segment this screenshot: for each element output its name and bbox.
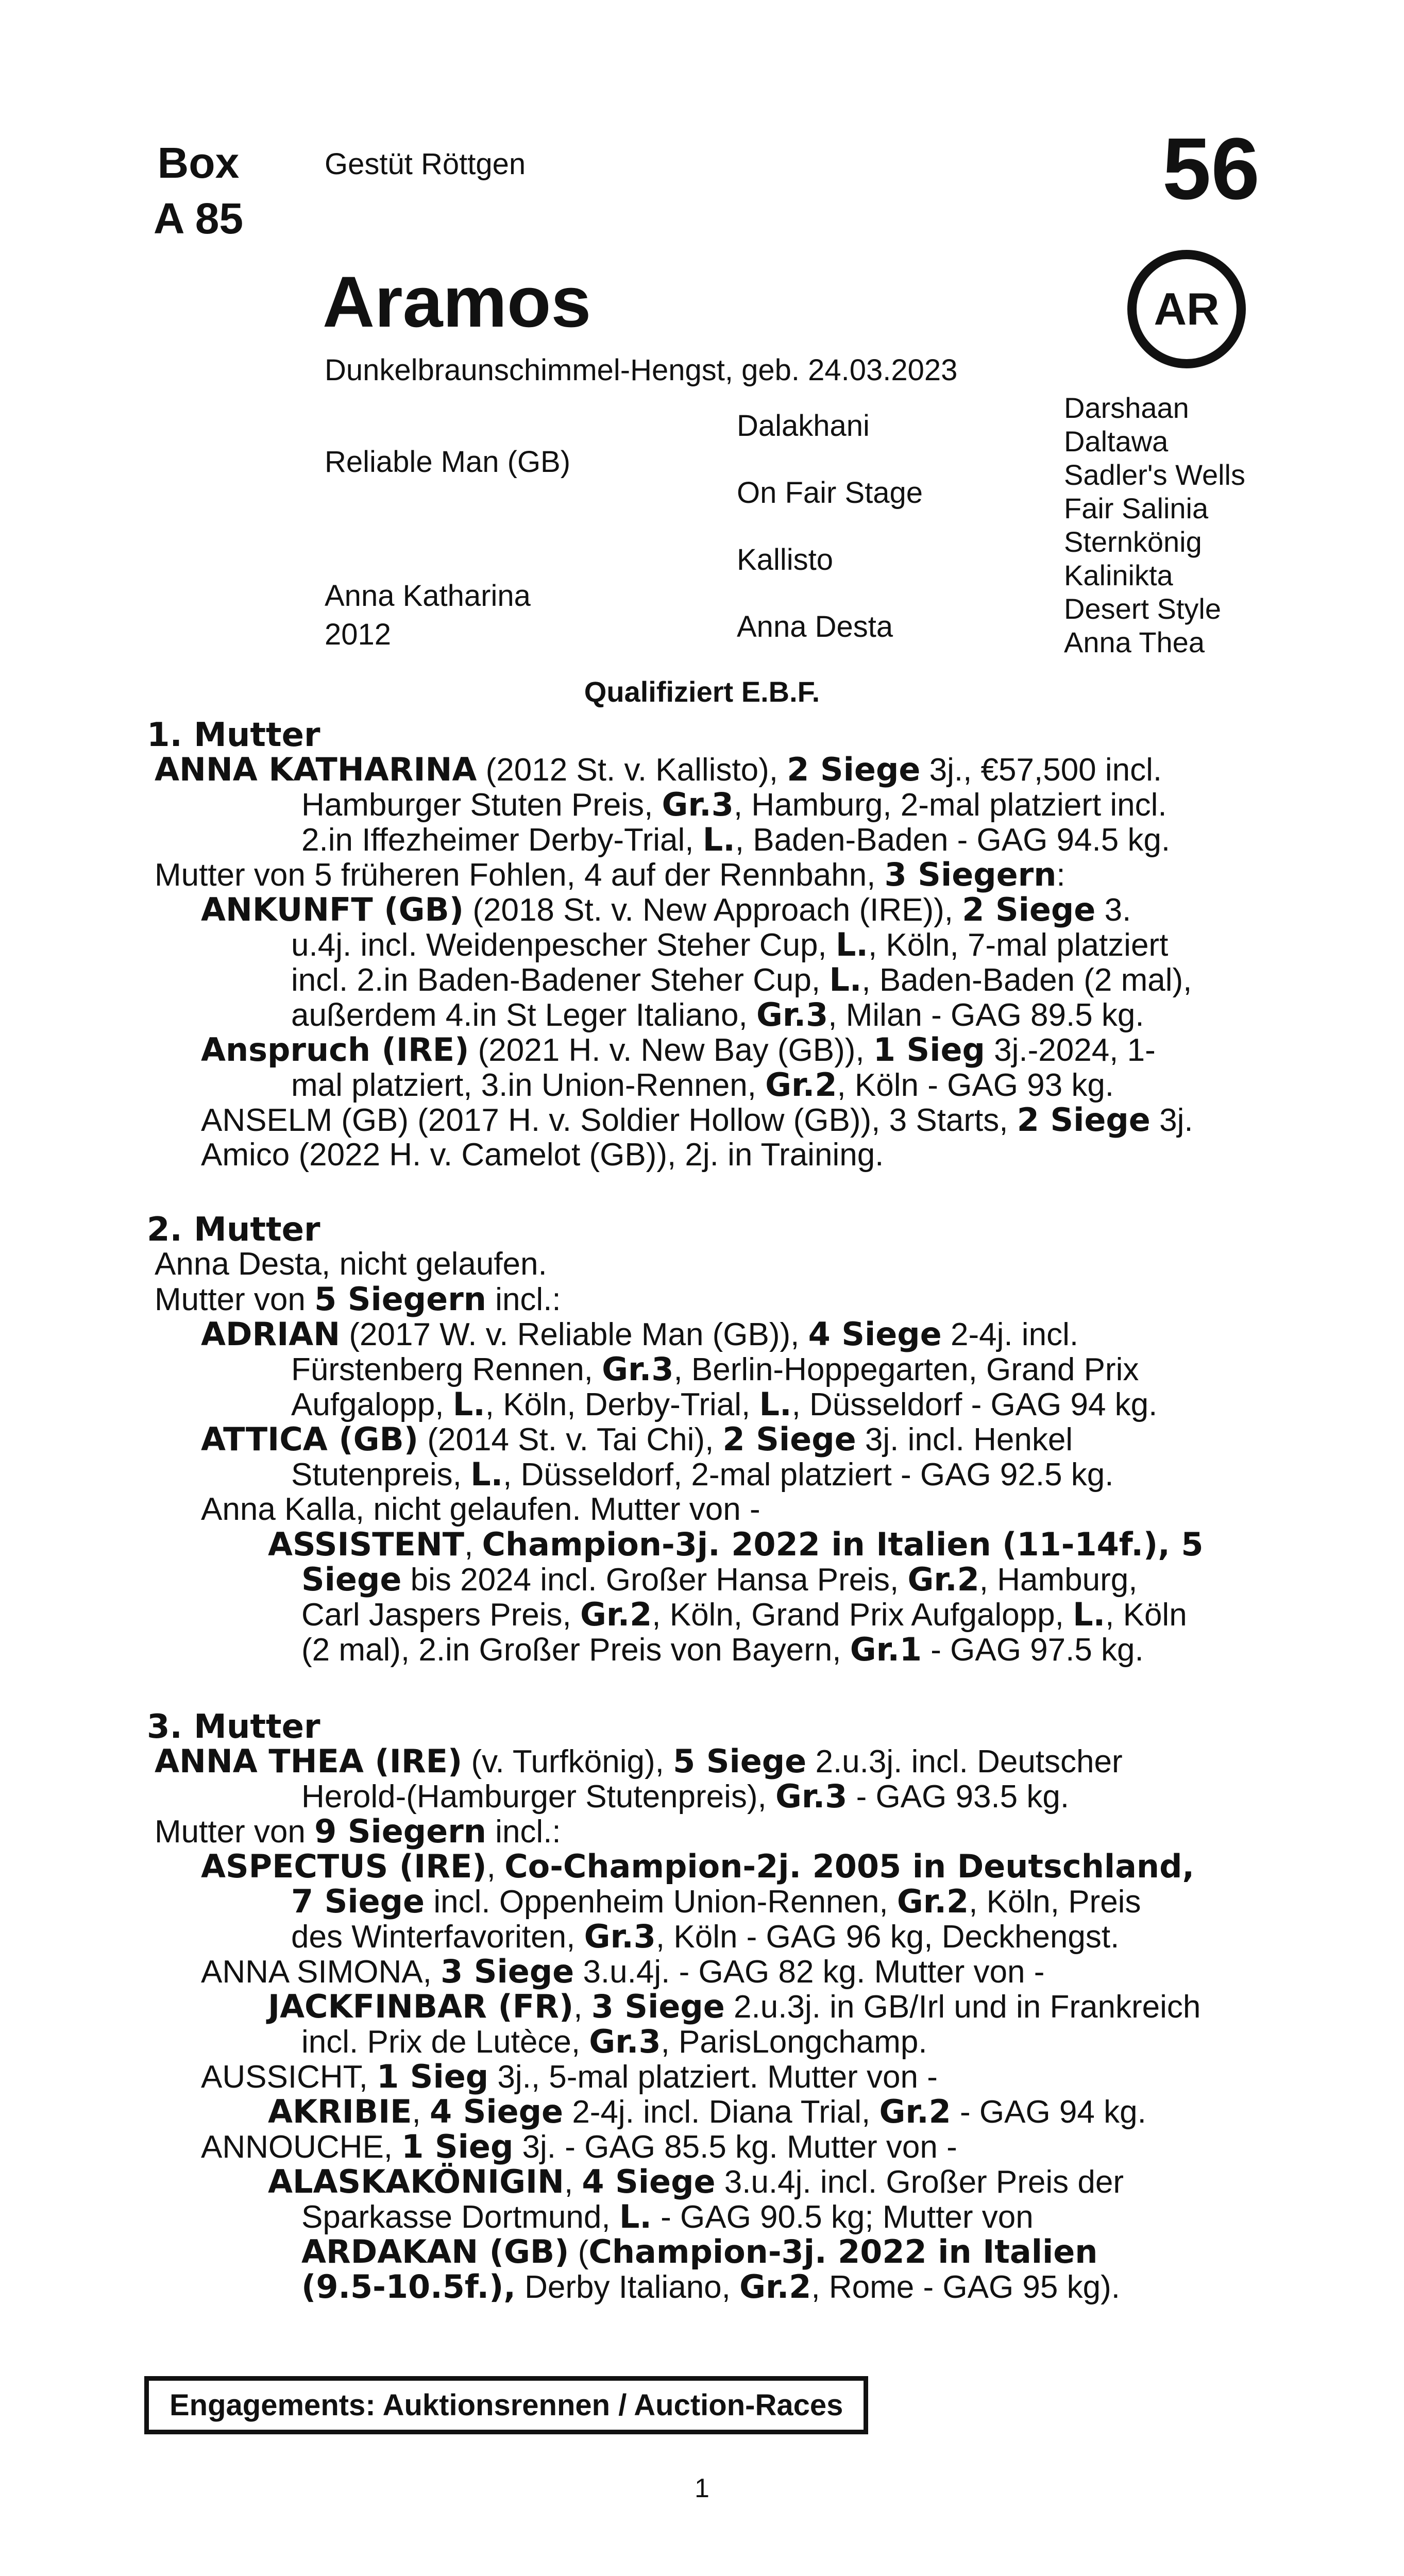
wins: 1 Sieg bbox=[377, 2058, 489, 2095]
text: 3.u.4j. incl. Großer Preis der bbox=[715, 2164, 1124, 2200]
text: - GAG 90.5 kg; Mutter von bbox=[651, 2199, 1034, 2235]
horse-name-anspruch: Anspruch (IRE) bbox=[201, 1031, 469, 1069]
entry-ankunft-line2 bbox=[291, 927, 1168, 963]
text: 3j., €57,500 incl. bbox=[920, 752, 1162, 788]
wins: 7 Siege bbox=[291, 1883, 425, 1920]
wins: 2 Siege bbox=[722, 1420, 856, 1458]
entry-aspectus-line2 bbox=[291, 1884, 1141, 1920]
group-grade: Gr.3 bbox=[756, 996, 828, 1033]
text: , Köln, Derby-Trial, bbox=[485, 1387, 759, 1422]
text: , Hamburg, 2-mal platziert incl. bbox=[733, 787, 1167, 823]
text: - GAG 97.5 kg. bbox=[922, 1632, 1144, 1668]
text: , Baden-Baden - GAG 94.5 kg. bbox=[735, 822, 1171, 858]
entry-jackfinbar-line1 bbox=[268, 1989, 1200, 2025]
entry-attica-line2 bbox=[291, 1457, 1113, 1493]
championship: Co-Champion-2j. 2005 in Deutschland, bbox=[504, 1848, 1194, 1885]
pedigree-great-grandparent: Daltawa bbox=[1064, 425, 1169, 457]
text: , Düsseldorf - GAG 94 kg. bbox=[791, 1387, 1158, 1422]
entry-adrian-line2 bbox=[291, 1352, 1139, 1387]
text: (v. Turfkönig), bbox=[462, 1744, 673, 1780]
offspring-intro-mutter1 bbox=[155, 857, 1065, 893]
pedigree-great-grandparent: Desert Style bbox=[1064, 592, 1221, 625]
horse-name-aspectus: ASPECTUS (IRE) bbox=[201, 1848, 487, 1885]
text: mal platziert, 3.in Union-Rennen, bbox=[291, 1067, 766, 1103]
text: Aufgalopp, bbox=[291, 1387, 453, 1422]
pedigree-sire: Reliable Man (GB) bbox=[325, 445, 571, 479]
entry-adrian-line3 bbox=[291, 1387, 1157, 1422]
text: , bbox=[486, 1849, 505, 1885]
text: Mutter von 5 früheren Fohlen, 4 auf der Rennbahn, bbox=[155, 857, 885, 893]
text: , Köln - GAG 93 kg. bbox=[837, 1067, 1114, 1103]
wins: 1 Sieg bbox=[401, 2128, 514, 2165]
listed: L. bbox=[619, 2198, 652, 2235]
page-number: 1 bbox=[695, 2473, 709, 2503]
offspring-intro-mutter2 bbox=[155, 1282, 561, 1317]
horse-name-ankunft: ANKUNFT (GB) bbox=[201, 891, 464, 928]
text: 3j. - GAG 85.5 kg. Mutter von - bbox=[513, 2129, 957, 2165]
horse-name-jackfinbar: JACKFINBAR (FR) bbox=[268, 1988, 574, 2025]
text: , Düsseldorf, 2-mal platziert - GAG 92.5 kg. bbox=[503, 1457, 1114, 1493]
group-grade: Gr.1 bbox=[850, 1631, 922, 1668]
text: 2-4j. incl. bbox=[941, 1317, 1079, 1352]
listed: L. bbox=[702, 821, 735, 858]
entry-anna-katharina-line1 bbox=[155, 752, 1267, 788]
badge-text: AR bbox=[1154, 283, 1220, 334]
text: ANNA SIMONA, bbox=[201, 1954, 441, 1990]
horse-name-akribie: AKRIBIE bbox=[268, 2093, 412, 2130]
box-label bbox=[139, 135, 258, 246]
group-grade: Gr.2 bbox=[580, 1596, 652, 1633]
text: (2012 St. v. Kallisto), bbox=[477, 752, 787, 788]
listed: L. bbox=[1073, 1596, 1106, 1633]
text: Mutter von bbox=[155, 1814, 315, 1850]
pedigree-great-grandparent: Fair Salinia bbox=[1064, 492, 1209, 524]
horse-description: Dunkelbraunschimmel-Hengst, geb. 24.03.2023 bbox=[325, 353, 958, 387]
text: (2 mal), 2.in Großer Preis von Bayern, bbox=[301, 1632, 850, 1668]
text: 3j.-2024, 1- bbox=[985, 1032, 1156, 1068]
qualification: Qualifiziert E.B.F. bbox=[584, 675, 820, 708]
wins: 4 Siege bbox=[582, 2163, 716, 2200]
text: außerdem 4.in St Leger Italiano, bbox=[291, 997, 756, 1033]
entry-assistent-line2 bbox=[301, 1562, 1137, 1598]
group-grade: Gr.2 bbox=[879, 2093, 951, 2130]
offspring-intro-mutter3 bbox=[155, 1814, 561, 1850]
engagements-box: Engagements: Auktionsrennen / Auction-Races bbox=[144, 2376, 868, 2434]
box-line2: A 85 bbox=[153, 194, 244, 243]
section-heading-mutter2: 2. Mutter bbox=[147, 1211, 320, 1249]
text: , Köln, Preis bbox=[969, 1884, 1141, 1920]
text: 2.in Iffezheimer Derby-Trial, bbox=[301, 822, 703, 858]
entry-alaskakoenigin-line4 bbox=[301, 2269, 1120, 2305]
text: 3j. incl. Henkel bbox=[856, 1422, 1073, 1458]
group-grade: Gr.3 bbox=[584, 1918, 656, 1955]
entry-akribie bbox=[268, 2094, 1146, 2130]
wins: 3 Siege bbox=[441, 1953, 574, 1990]
text: 3. bbox=[1095, 892, 1131, 928]
text: , Köln, 7-mal platziert bbox=[868, 927, 1169, 963]
winners-count: 5 Siegern bbox=[314, 1280, 486, 1318]
group-grade: Gr.2 bbox=[739, 2268, 811, 2306]
listed: L. bbox=[452, 1385, 485, 1423]
text: ANNOUCHE, bbox=[201, 2129, 402, 2165]
horse-name-assistent: ASSISTENT bbox=[268, 1526, 465, 1563]
championship: (9.5-10.5f.), bbox=[301, 2268, 516, 2306]
pedigree-great-grandparent: Anna Thea bbox=[1064, 626, 1205, 658]
championship: Champion-3j. 2022 in Italien bbox=[588, 2233, 1098, 2270]
entry-jackfinbar-line2 bbox=[301, 2024, 927, 2060]
text: Sparkasse Dortmund, bbox=[301, 2199, 619, 2235]
group-grade: Gr.2 bbox=[765, 1066, 837, 1104]
entry-alaskakoenigin-line3 bbox=[301, 2234, 1097, 2270]
pedigree-grandparent: Dalakhani bbox=[737, 409, 870, 443]
entry-assistent-line1 bbox=[268, 1527, 1204, 1563]
entry-anna-desta: Anna Desta, nicht gelaufen. bbox=[155, 1246, 547, 1282]
text: , Milan - GAG 89.5 kg. bbox=[828, 997, 1144, 1033]
text: ( bbox=[569, 2234, 589, 2270]
text: , Rome - GAG 95 kg). bbox=[811, 2269, 1120, 2305]
listed: L. bbox=[759, 1385, 792, 1423]
box-line1: Box bbox=[157, 139, 240, 187]
pedigree-dam: Anna Katharina bbox=[325, 579, 531, 613]
text: incl.: bbox=[486, 1282, 561, 1317]
listed: L. bbox=[470, 1455, 503, 1493]
pedigree-great-grandparent: Sadler's Wells bbox=[1064, 459, 1245, 491]
entry-ankunft-line3 bbox=[291, 962, 1192, 998]
section-heading-mutter3: 3. Mutter bbox=[147, 1708, 320, 1746]
text: Stutenpreis, bbox=[291, 1457, 471, 1493]
text: (2018 St. v. New Approach (IRE)), bbox=[464, 892, 962, 928]
text: u.4j. incl. Weidenpescher Steher Cup, bbox=[291, 927, 836, 963]
horse-name-alaskakoenigin: ALASKAKÖNIGIN bbox=[268, 2163, 564, 2200]
text: 3.u.4j. - GAG 82 kg. Mutter von - bbox=[574, 1954, 1045, 1990]
entry-anna-katharina-line2 bbox=[301, 787, 1167, 823]
text: : bbox=[1056, 857, 1065, 893]
text: , bbox=[412, 2094, 430, 2130]
text: , Köln - GAG 96 kg, Deckhengst. bbox=[655, 1919, 1120, 1955]
entry-adrian-line1 bbox=[201, 1317, 1078, 1352]
entry-anna-simona bbox=[201, 1954, 1044, 1990]
pedigree-grandparent: On Fair Stage bbox=[737, 476, 923, 510]
horse-name-anna-katharina: ANNA KATHARINA bbox=[155, 751, 477, 788]
text: , Hamburg, bbox=[979, 1562, 1138, 1598]
wins: 5 Siege bbox=[673, 1742, 807, 1780]
winners-count: 9 Siegern bbox=[314, 1812, 486, 1850]
winners-count: 3 Siegern bbox=[884, 856, 1057, 893]
text: , bbox=[564, 2164, 582, 2200]
pedigree-dam-year: 2012 bbox=[325, 618, 392, 651]
entry-aspectus-line1 bbox=[201, 1849, 1194, 1885]
entry-anna-thea-line2 bbox=[301, 1779, 1069, 1815]
text: - GAG 94 kg. bbox=[951, 2094, 1146, 2130]
entry-attica-line1 bbox=[201, 1422, 1073, 1458]
text: AUSSICHT, bbox=[201, 2059, 377, 2095]
championship: Champion-3j. 2022 in Italien (11-14f.), 5 bbox=[482, 1526, 1204, 1563]
group-grade: Gr.3 bbox=[589, 2023, 661, 2060]
horse-name-attica: ATTICA (GB) bbox=[201, 1420, 419, 1458]
entry-assistent-line3 bbox=[301, 1597, 1187, 1633]
text: bis 2024 incl. Großer Hansa Preis, bbox=[401, 1562, 908, 1598]
entry-anspruch-line1 bbox=[201, 1032, 1156, 1068]
wins: 4 Siege bbox=[808, 1315, 942, 1353]
entry-anna-kalla: Anna Kalla, nicht gelaufen. Mutter von - bbox=[201, 1492, 760, 1527]
entry-assistent-line4 bbox=[301, 1632, 1144, 1668]
horse-name-adrian: ADRIAN bbox=[201, 1315, 341, 1353]
text: 2-4j. incl. Diana Trial, bbox=[563, 2094, 879, 2130]
text: , Köln, Grand Prix Aufgalopp, bbox=[652, 1597, 1073, 1633]
entry-ankunft-line1 bbox=[201, 892, 1131, 928]
horse-name-ardakan: ARDAKAN (GB) bbox=[301, 2233, 569, 2270]
text: incl.: bbox=[486, 1814, 561, 1850]
section-heading-mutter1: 1. Mutter bbox=[147, 716, 320, 754]
wins: 1 Sieg bbox=[873, 1031, 985, 1069]
entry-anspruch-line2 bbox=[291, 1067, 1114, 1103]
entry-anna-thea-line1 bbox=[155, 1744, 1123, 1780]
pedigree-great-grandparent: Sternkönig bbox=[1064, 526, 1202, 558]
entry-aspectus-line3 bbox=[291, 1919, 1119, 1955]
text: 2.u.3j. incl. Deutscher bbox=[806, 1744, 1123, 1780]
text: Carl Jaspers Preis, bbox=[301, 1597, 580, 1633]
entry-ankunft-line4 bbox=[291, 997, 1144, 1033]
text: , bbox=[573, 1989, 591, 2025]
entry-amico: Amico (2022 H. v. Camelot (GB)), 2j. in Training. bbox=[201, 1137, 884, 1173]
text: (2021 H. v. New Bay (GB)), bbox=[469, 1032, 873, 1068]
entry-anna-katharina-line3 bbox=[301, 822, 1170, 858]
text: incl. Prix de Lutèce, bbox=[301, 2024, 589, 2060]
entry-alaskakoenigin-line1 bbox=[268, 2164, 1124, 2200]
text: - GAG 93.5 kg. bbox=[847, 1779, 1070, 1815]
text: incl. Oppenheim Union-Rennen, bbox=[425, 1884, 897, 1920]
pedigree-grandparent: Anna Desta bbox=[737, 610, 893, 643]
horse-name: Aramos bbox=[323, 261, 591, 342]
pedigree-great-grandparent: Kalinikta bbox=[1064, 559, 1173, 591]
group-grade: Gr.3 bbox=[602, 1350, 674, 1388]
entry-aussicht bbox=[201, 2059, 938, 2095]
text: Derby Italiano, bbox=[515, 2269, 740, 2305]
text: des Winterfavoriten, bbox=[291, 1919, 584, 1955]
text: , Köln bbox=[1105, 1597, 1187, 1633]
group-grade: Gr.3 bbox=[775, 1777, 848, 1815]
entry-alaskakoenigin-line2 bbox=[301, 2199, 1034, 2235]
wins: 2 Siege bbox=[787, 751, 921, 788]
text: (2014 St. v. Tai Chi), bbox=[418, 1422, 723, 1458]
horse-name-anna-thea: ANNA THEA (IRE) bbox=[155, 1742, 463, 1780]
wins: 2 Siege bbox=[962, 891, 1096, 928]
listed: L. bbox=[835, 926, 868, 963]
wins: 4 Siege bbox=[429, 2093, 564, 2130]
text: incl. 2.in Baden-Badener Steher Cup, bbox=[291, 962, 830, 998]
text: , Baden-Baden (2 mal), bbox=[861, 962, 1192, 998]
horse-badge bbox=[1127, 250, 1246, 368]
entry-anselm bbox=[201, 1103, 1193, 1138]
group-grade: Gr.2 bbox=[907, 1561, 979, 1598]
text: 2.u.3j. in GB/Irl und in Frankreich bbox=[724, 1989, 1201, 2025]
text: (2017 W. v. Reliable Man (GB)), bbox=[340, 1317, 808, 1352]
wins: Siege bbox=[301, 1561, 402, 1598]
text: 3j. bbox=[1150, 1103, 1193, 1138]
text: Mutter von bbox=[155, 1282, 315, 1317]
text: , Berlin-Hoppegarten, Grand Prix bbox=[673, 1352, 1139, 1387]
group-grade: Gr.3 bbox=[662, 786, 734, 823]
text: , bbox=[464, 1527, 482, 1563]
text: Herold-(Hamburger Stutenpreis), bbox=[301, 1779, 776, 1815]
pedigree-great-grandparent: Darshaan bbox=[1064, 392, 1189, 424]
stud-name: Gestüt Röttgen bbox=[325, 147, 526, 181]
text: Hamburger Stuten Preis, bbox=[301, 787, 662, 823]
text: 3j., 5-mal platziert. Mutter von - bbox=[488, 2059, 938, 2095]
text: ANSELM (GB) (2017 H. v. Soldier Hollow (GB)), 3 Starts, bbox=[201, 1103, 1017, 1138]
wins: 2 Siege bbox=[1017, 1101, 1151, 1139]
entry-annouche bbox=[201, 2129, 957, 2165]
wins: 3 Siege bbox=[591, 1988, 725, 2025]
text: Fürstenberg Rennen, bbox=[291, 1352, 602, 1387]
text: , ParisLongchamp. bbox=[661, 2024, 927, 2060]
listed: L. bbox=[829, 961, 862, 998]
lot-number: 56 bbox=[1162, 120, 1260, 218]
pedigree-grandparent: Kallisto bbox=[737, 543, 833, 577]
group-grade: Gr.2 bbox=[896, 1883, 969, 1920]
